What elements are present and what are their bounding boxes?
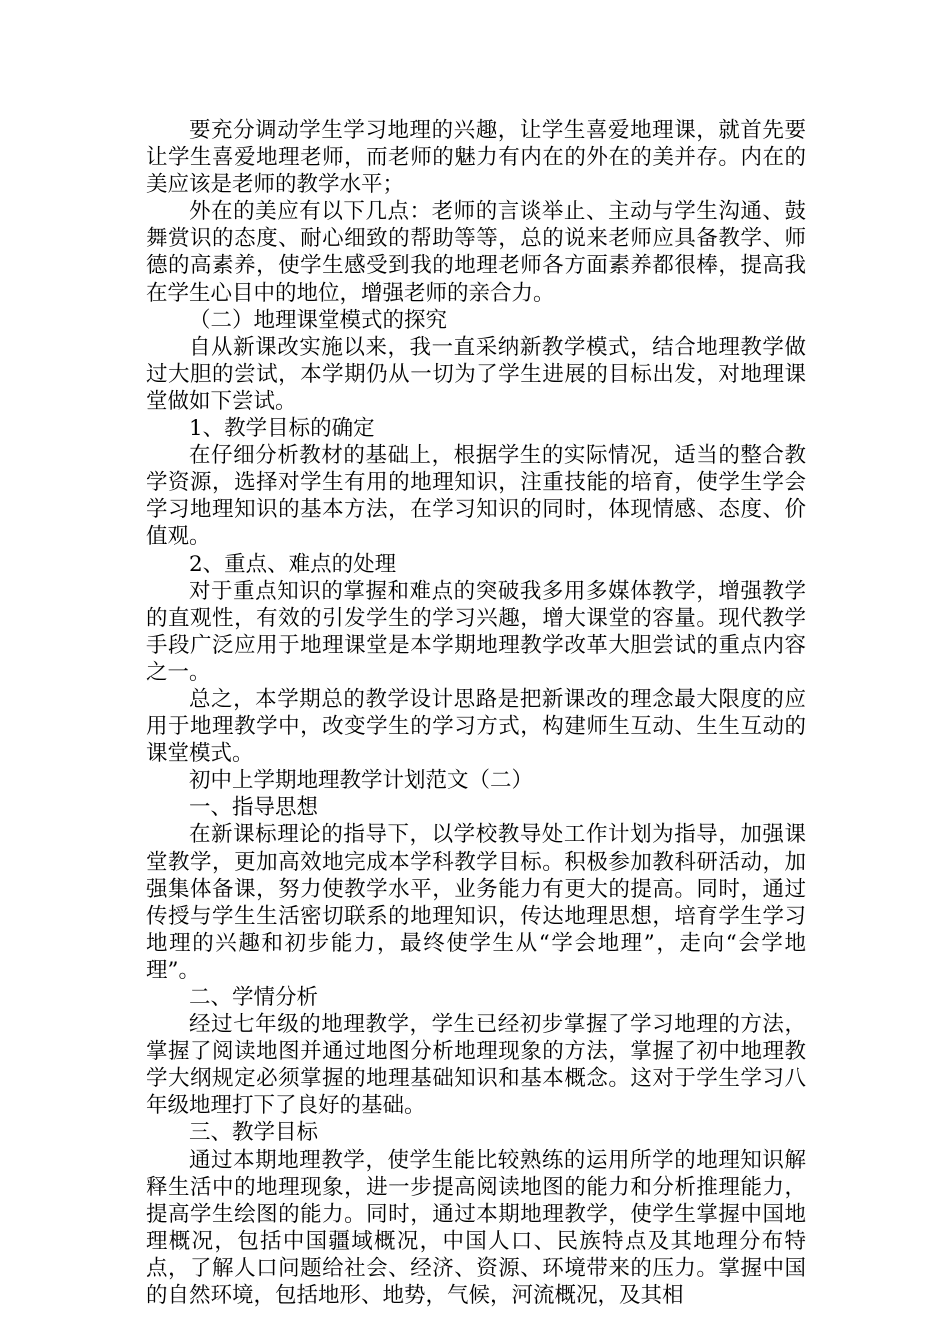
paragraph-teacher-charm: 要充分调动学生学习地理的兴趣，让学生喜爱地理课，就首先要让学生喜爱地理老师，而老师的魅力有内在的外在的美并存。内在的美应该是老师的教学水平； [146, 118, 806, 198]
heading-teaching-objectives: 三、教学目标 [189, 1120, 319, 1146]
paragraph-teaching-goals: 在仔细分析教材的基础上，根据学生的实际情况，适当的整合教学资源，选择对学生有用的地理知识，注重技能的培育，使学生学会学习地理知识的基本方法，在学习知识的同时，体现情感、态度、价值观。 [146, 443, 806, 550]
subheading-key-points: 2、重点、难点的处理 [189, 551, 397, 577]
section-heading-classroom-model: （二）地理课堂模式的探究 [189, 307, 448, 333]
heading-guiding-ideology: 一、指导思想 [189, 795, 319, 821]
heading-student-analysis: 二、学情分析 [189, 985, 319, 1010]
paragraph-summary: 总之，本学期总的教学设计思路是把新课改的理念最大限度的应用于地理教学中，改变学生的学习方式，构建师生互动、生生互动的课堂模式。 [146, 686, 806, 767]
subheading-teaching-goals: 1、教学目标的确定 [189, 416, 375, 442]
paragraph-student-analysis: 经过七年级的地理教学，学生已经初步掌握了学习地理的方法，掌握了阅读地图并通过地图分析地理现象的方法，掌握了初中地理教学大纲规定必须掌握的地理基础知识和基本概念。这对于学生学习八年级地理打下了良好的基础。 [146, 1012, 806, 1119]
paragraph-external-beauty: 外在的美应有以下几点：老师的言谈举止、主动与学生沟通、鼓舞赏识的态度、耐心细致的帮助等等，总的说来老师应具备教学、师德的高素养，使学生感受到我的地理老师各方面素养都很棒，提高我在学生心目中的地位，增强老师的亲合力。 [146, 199, 806, 306]
document-body [146, 117, 806, 1309]
paragraph-new-curriculum: 自从新课改实施以来，我一直采纳新教学模式，结合地理教学做过大胆的尝试，本学期仍从一切为了学生进展的目标出发，对地理课堂做如下尝试。 [146, 334, 806, 414]
paragraph-guiding-ideology: 在新课标理论的指导下，以学校教导处工作计划为指导，加强课堂教学，更加高效地完成本学科教学目标。积极参加教科研活动，加强集体备课，努力使教学水平，业务能力有更大的提高。同时，通过传授与学生生活密切联系的地理知识，传达地理思想，培育学生学习地理的兴趣和初步能力，最终使学生从“学会地理”，走向“会学地理”。 [146, 822, 806, 983]
document-title-part-two: 初中上学期地理教学计划范文（二） [189, 768, 534, 794]
paragraph-key-points: 对于重点知识的掌握和难点的突破我多用多媒体教学，增强教学的直观性，有效的引发学生的学习兴趣，增大课堂的容量。现代教学手段广泛应用于地理课堂是本学期地理教学改革大胆尝试的重点内容之一。 [146, 578, 806, 685]
paragraph-teaching-objectives: 通过本期地理教学，使学生能比较熟练的运用所学的地理知识解释生活中的地理现象，进一步提高阅读地图的能力和分析推理能力，提高学生绘图的能力。同时，通过本期地理教学，使学生掌握中国地理概况，包括中国疆域概况，中国人口、民族特点及其地理分布特点，了解人口问题给社会、经济、资源、环境带来的压力。掌握中国的自然环境，包括地形、地势，气候，河流概况，及其相 [146, 1147, 806, 1309]
